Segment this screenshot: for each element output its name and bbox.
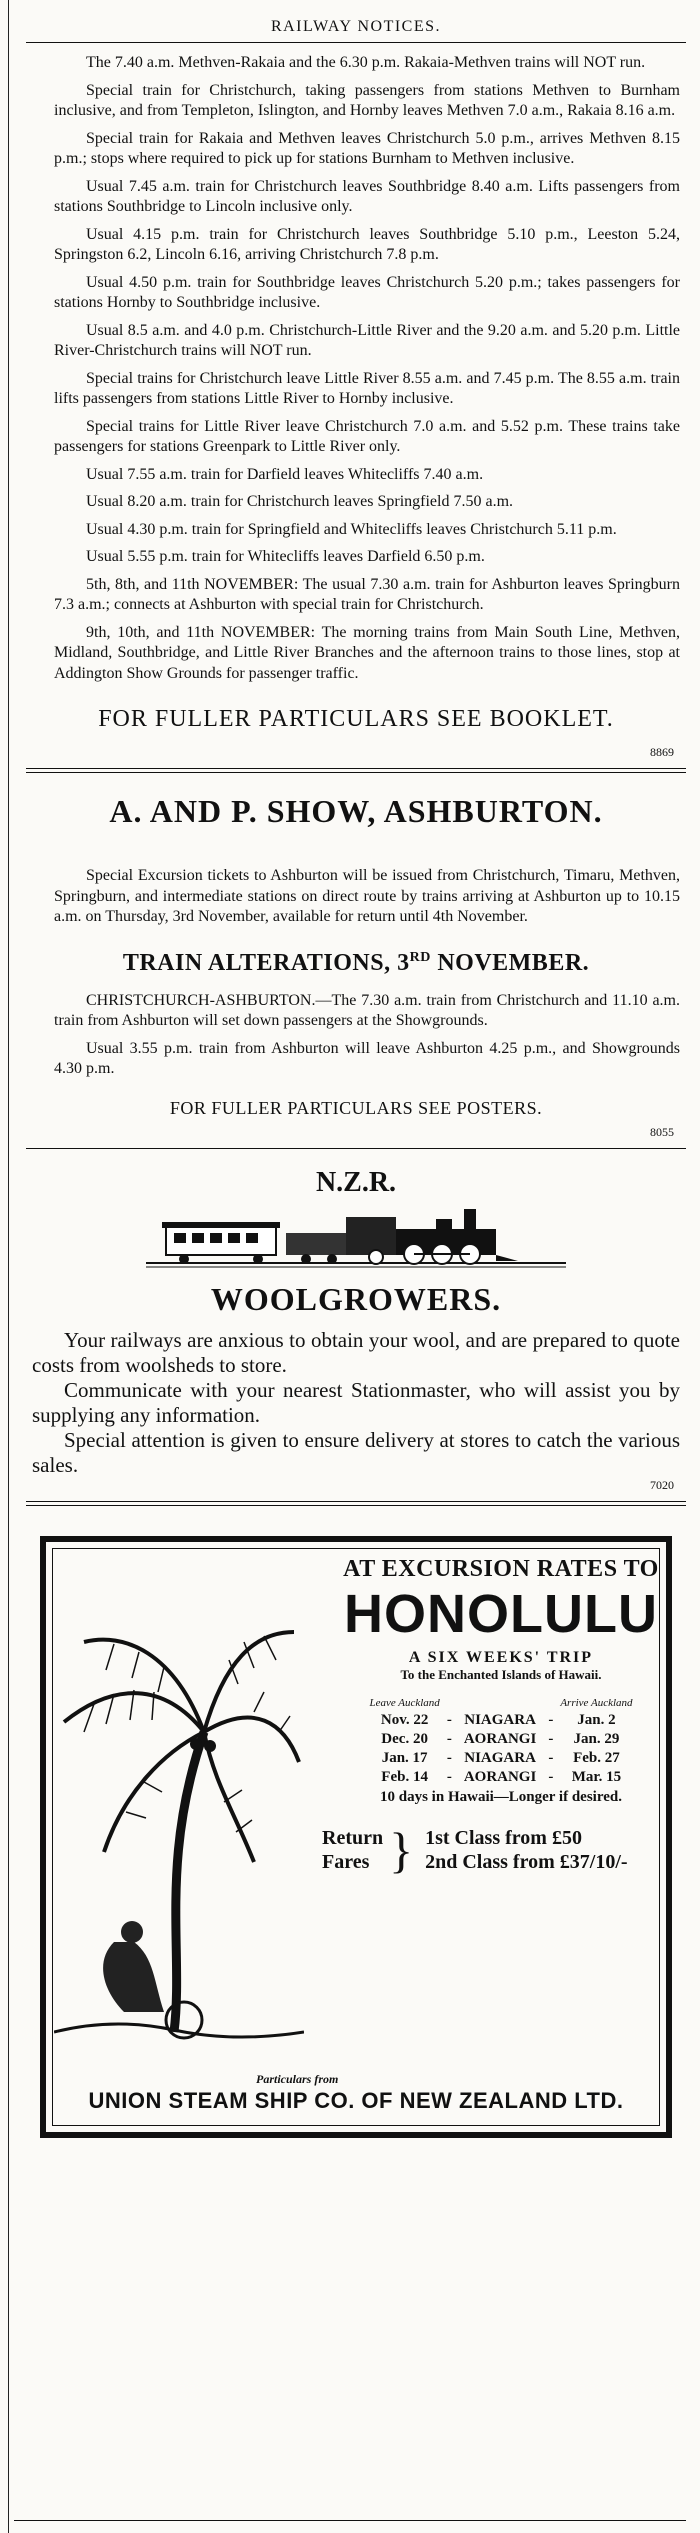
- table-row: Nov. 22 - NIAGARA - Jan. 2: [380, 1711, 616, 1728]
- ad-code: 8869: [650, 745, 674, 759]
- notice-paragraph: Special train for Christchurch, taking passengers from stations Methven to Burnham inclusive, and from Templeton, Islington, and Hornby leaves Methven 7.0 a.m., Rakaia 8.16 a.m.: [54, 81, 680, 119]
- return-fares-label: Return Fares: [322, 1826, 384, 1873]
- nzr-woolgrowers-ad: [26, 1167, 686, 1493]
- table-row: Jan. 17 - NIAGARA - Feb. 27: [381, 1749, 620, 1766]
- table-row: Dec. 20 - AORANGI - Jan. 29: [381, 1730, 620, 1747]
- double-divider: [26, 768, 686, 773]
- excursion-rates-line: AT EXCURSION RATES TO: [343, 1555, 659, 1582]
- honolulu-advertisement: [40, 1536, 672, 2138]
- notice-paragraph: Special trains for Little River leave Christchurch 7.0 a.m. and 5.52 p.m. These trains take passengers for stations Greenpark to Little River only.: [54, 417, 680, 455]
- ad-code: 7020: [650, 1477, 674, 1492]
- ad-code: 8055: [650, 1124, 674, 1139]
- notice-paragraph: Usual 8.20 a.m. train for Christchurch leaves Springfield 7.50 a.m.: [86, 493, 514, 510]
- notice-paragraph: Special train for Rakaia and Methven leaves Christchurch 5.0 p.m., arrives Methven 8.15 p.m.; stops where required to pick up for stations Burnham to Methven inclusive.: [54, 129, 680, 167]
- second-class-fare: 2nd Class from £37/10/-: [425, 1850, 628, 1873]
- notice-paragraph: Usual 4.50 p.m. train for Southbridge leaves Christchurch 5.20 p.m.; takes passengers for stations Hornby to Southbridge inclusive.: [54, 273, 680, 311]
- sailing-schedule: [368, 1697, 633, 1787]
- ad-copy: [316, 1555, 686, 1878]
- column-margin-rule: [8, 0, 9, 2533]
- notice-paragraph: 5th, 8th, and 11th NOVEMBER: The usual 7.30 a.m. train for Ashburton leaves Springburn 7.3 a.m.; connects at Ashburton with special train for Christchurch.: [54, 575, 680, 613]
- leave-auckland-header: Leave Auckland: [369, 1696, 440, 1709]
- woolgrowers-paragraph: Your railways are anxious to obtain your wool, and are prepared to quote costs from woolsheds to store.: [32, 1327, 680, 1377]
- notice-paragraph: 9th, 10th, and 11th NOVEMBER: The morning trains from Main South Line, Methven, Midland, Southbridge, and Little River Branches and the afternoon trains to those lines, stop at Addington Show Grounds for passenger traffic.: [54, 623, 680, 682]
- section-header: RAILWAY NOTICES.: [26, 0, 686, 43]
- table-row: Feb. 14 - AORANGI - Mar. 15: [381, 1768, 622, 1785]
- notice-paragraph: Usual 5.55 p.m. train for Whitecliffs leaves Darfield 6.50 p.m.: [86, 548, 485, 565]
- brace-icon: }: [389, 1821, 414, 1878]
- divider: [26, 1148, 686, 1149]
- show-paragraph: CHRISTCHURCH-ASHBURTON.—The 7.30 a.m. train from Christchurch and 11.10 a.m. train from Ashburton will set down passengers at the Showgrounds.: [54, 991, 680, 1029]
- woolgrowers-heading: WOOLGROWERS.: [210, 1280, 502, 1317]
- company-name: UNION STEAM SHIP CO. OF NEW ZEALAND LTD.: [88, 2087, 624, 2113]
- train-alterations-title: TRAIN ALTERATIONS, 3RD NOVEMBER.: [122, 949, 590, 976]
- ashburton-show-notice: [26, 793, 686, 1140]
- notice-paragraph: Usual 8.5 a.m. and 4.0 p.m. Christchurch-Little River and the 9.20 a.m. and 5.20 p.m. Little River-Christchurch trains will NOT run.: [54, 321, 680, 359]
- posters-notice: FOR FULLER PARTICULARS SEE POSTERS.: [169, 1097, 543, 1118]
- show-title: A. AND P. SHOW, ASHBURTON.: [109, 793, 603, 829]
- notice-paragraph: Special trains for Christchurch leave Little River 8.55 a.m. and 7.45 p.m. The 8.55 a.m. train lifts passengers from stations Little River to Hornby inclusive.: [54, 369, 680, 407]
- notice-paragraph: Usual 4.15 p.m. train for Christchurch leaves Southbridge 5.10 p.m., Leeston 5.24, Springston 6.2, Lincoln 6.16, arriving Christchurch 7.8 p.m.: [54, 225, 680, 263]
- notice-paragraph: Usual 4.30 p.m. train for Springfield and Whitecliffs leaves Christchurch 5.11 p.m.: [86, 520, 617, 538]
- show-intro: Special Excursion tickets to Ashburton will be issued from Christchurch, Timaru, Methven, Springburn, and intermediate stations on direct route by trains arriving at Ashburton up to 10.15 a.m. on Thursday, 3rd November, available for return until 4th November.: [54, 867, 680, 925]
- particulars-from: Particulars from: [256, 2071, 339, 2086]
- trip-length: A SIX WEEKS' TRIP: [408, 1648, 594, 1666]
- honolulu-title: HONOLULU: [344, 1583, 658, 1644]
- bottom-divider: [14, 2520, 686, 2521]
- woolgrowers-paragraph: Communicate with your nearest Stationmaster, who will assist you by supplying any information.: [32, 1377, 680, 1427]
- railway-notices: [26, 43, 686, 760]
- double-divider: [26, 1501, 686, 1506]
- palm-tree-illustration-icon: [54, 1612, 304, 2042]
- notice-paragraph: Usual 7.55 a.m. train for Darfield leaves Whitecliffs 7.40 a.m.: [86, 465, 484, 483]
- show-paragraph: Usual 3.55 p.m. train from Ashburton will leave Ashburton 4.25 p.m., and Showgrounds 4.30 p.m.: [54, 1039, 680, 1077]
- train-illustration-icon: [146, 1203, 566, 1273]
- newspaper-page: [26, 0, 686, 2150]
- arrive-auckland-header: Arrive Auckland: [560, 1696, 633, 1709]
- first-class-fare: 1st Class from £50: [425, 1826, 582, 1849]
- notice-paragraph: Usual 7.45 a.m. train for Christchurch leaves Southbridge 8.40 a.m. Lifts passengers from stations Southbridge to Lincoln inclusive only.: [54, 177, 680, 215]
- return-fares: [322, 1821, 686, 1878]
- booklet-notice: FOR FULLER PARTICULARS SEE BOOKLET.: [98, 706, 614, 732]
- fare-lines: [425, 1826, 627, 1874]
- days-in-hawaii: 10 days in Hawaii—Longer if desired.: [380, 1788, 622, 1805]
- nzr-title: N.Z.R.: [315, 1166, 397, 1198]
- woolgrowers-paragraph: Special attention is given to ensure delivery at stores to catch the various sales.: [32, 1427, 680, 1477]
- notice-paragraph: The 7.40 a.m. Methven-Rakaia and the 6.30 p.m. Rakaia-Methven trains will NOT run.: [86, 54, 646, 71]
- enchanted-islands: To the Enchanted Islands of Hawaii.: [400, 1666, 602, 1682]
